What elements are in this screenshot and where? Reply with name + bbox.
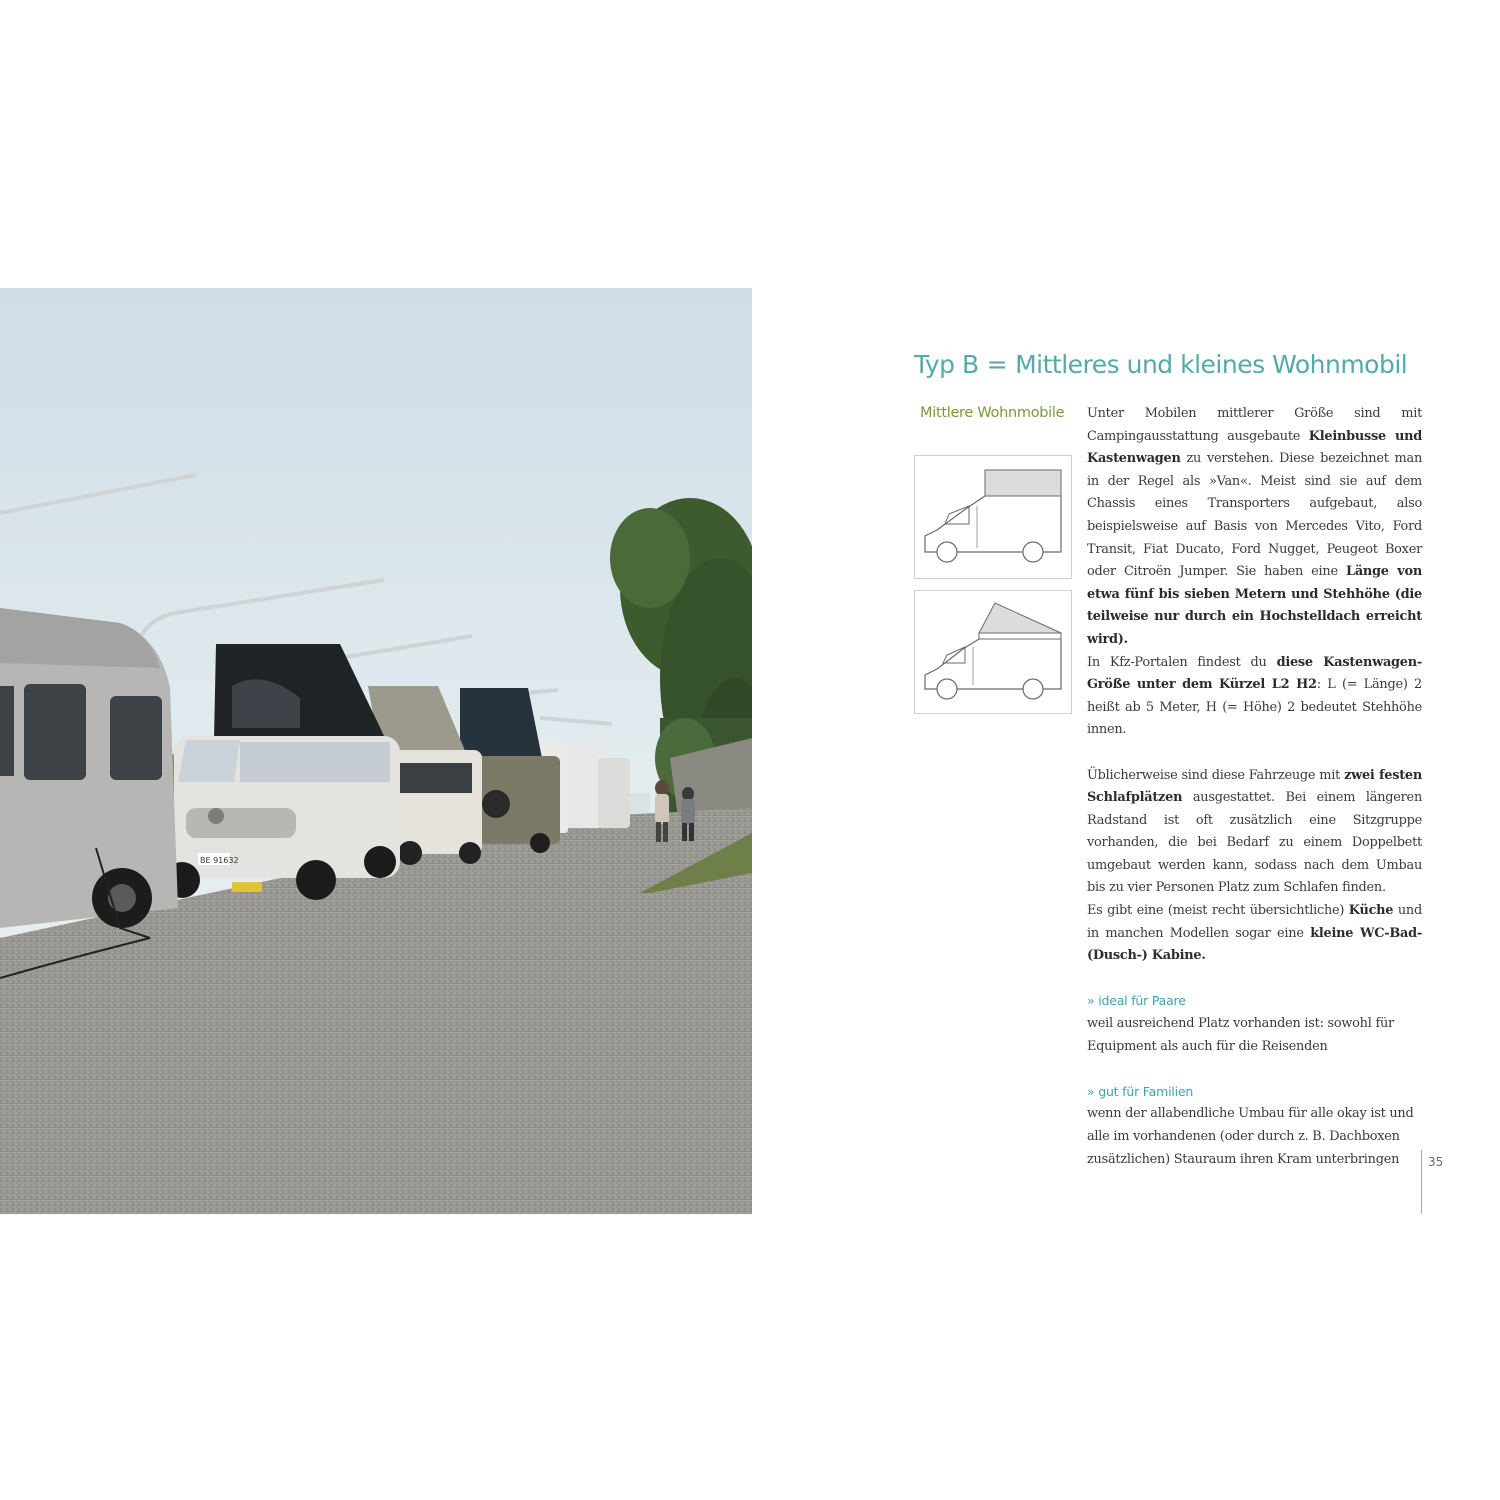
high-roof-van-sketch-icon (915, 456, 1071, 578)
pop-up-roof-van-sketch-icon (915, 591, 1071, 713)
text-run: ausgestattet. Bei einem längeren Radstand ist oft zusätzlich eine Sitzgruppe vorhanden, die bei Bedarf zu einem Doppelbett umgebaut werden kann, sodass nach dem Umbau bis zu vier Personen Platz zum Schlafen finden. (1087, 790, 1422, 896)
spacer (1087, 1058, 1422, 1081)
tag-families-text: wenn der allabendliche Umbau für alle okay ist und alle im vorhandenen (oder durch z. B. Dachboxen zusätzlichen) Stauraum ihren Kram unterbringen (1087, 1106, 1414, 1167)
text-run: : L (= Länge) 2 heißt ab 5 Meter, H (= Höhe) 2 bedeutet Stehhöhe innen. (1087, 677, 1422, 738)
spacer (1087, 968, 1422, 991)
spacer (1087, 742, 1422, 765)
heading-separator: = (986, 350, 1008, 379)
emphasis: zwei festen Schlafplätzen (1087, 767, 1422, 806)
text-run: zu verstehen. Diese bezeichnet man in der Regel als »Van«. Meist sind sie auf dem Chassis eines Transporters aufgebaut, also beispielsweise auf Basis von Mercedes Vito, Ford Transit, Fiat Ducato, Ford Nugget, Peugeot Boxer oder Citroën Jumper. Sie haben eine (1087, 451, 1422, 580)
tag-couples-text: weil ausreichend Platz vorhanden ist: sowohl für Equipment als auch für die Reisenden (1087, 1016, 1394, 1054)
section-heading (914, 350, 1474, 379)
text-run: Unter Mobilen mittlerer Größe sind mit Campingausstattung ausgebaute (1087, 406, 1422, 444)
emphasis: kleine WC-Bad-(Dusch-) Kabine. (1087, 925, 1423, 964)
page-number-rule (1421, 1150, 1422, 1214)
heading-title: Mittleres und kleines Wohnmobil (1015, 350, 1408, 379)
paragraph-kitchen (1087, 900, 1422, 968)
high-roof-van-sketch (914, 455, 1072, 579)
body-text (1087, 403, 1422, 1171)
tag-families: » gut für Familien (1087, 1083, 1194, 1099)
heading-type: Typ B (914, 350, 979, 379)
side-label: Mittlere Wohnmobile (920, 405, 1065, 421)
camper-vans-illustration (0, 288, 752, 1214)
page-number: 35 (1428, 1155, 1444, 1169)
text-run: In Kfz-Portalen findest du (1087, 654, 1277, 670)
paragraph-intro (1087, 403, 1422, 652)
text-run: und in manchen Modellen sogar eine (1087, 903, 1422, 941)
text-run: Es gibt eine (meist recht übersichtliche) (1087, 903, 1349, 919)
emphasis: diese Kastenwagen-Größe unter dem Kürzel L2 H2 (1087, 654, 1422, 693)
text-run: Üblicherweise sind diese Fahrzeuge mit (1087, 767, 1345, 783)
license-plate-1: BE 91632 (200, 856, 239, 865)
tag-couples: » ideal für Paare (1087, 993, 1186, 1009)
paragraph-kfz (1087, 652, 1422, 742)
paragraph-sleeping (1087, 765, 1422, 901)
emphasis: Länge von etwa fünf bis sieben Metern und Stehhöhe (die teilweise nur durch ein Hochstelldach erreicht wird). (1087, 564, 1422, 647)
emphasis: Küche (1348, 903, 1394, 919)
pop-up-roof-van-sketch (914, 590, 1072, 714)
emphasis: Kleinbusse und Kastenwagen (1087, 428, 1422, 467)
camper-vans-photo (0, 288, 752, 1214)
